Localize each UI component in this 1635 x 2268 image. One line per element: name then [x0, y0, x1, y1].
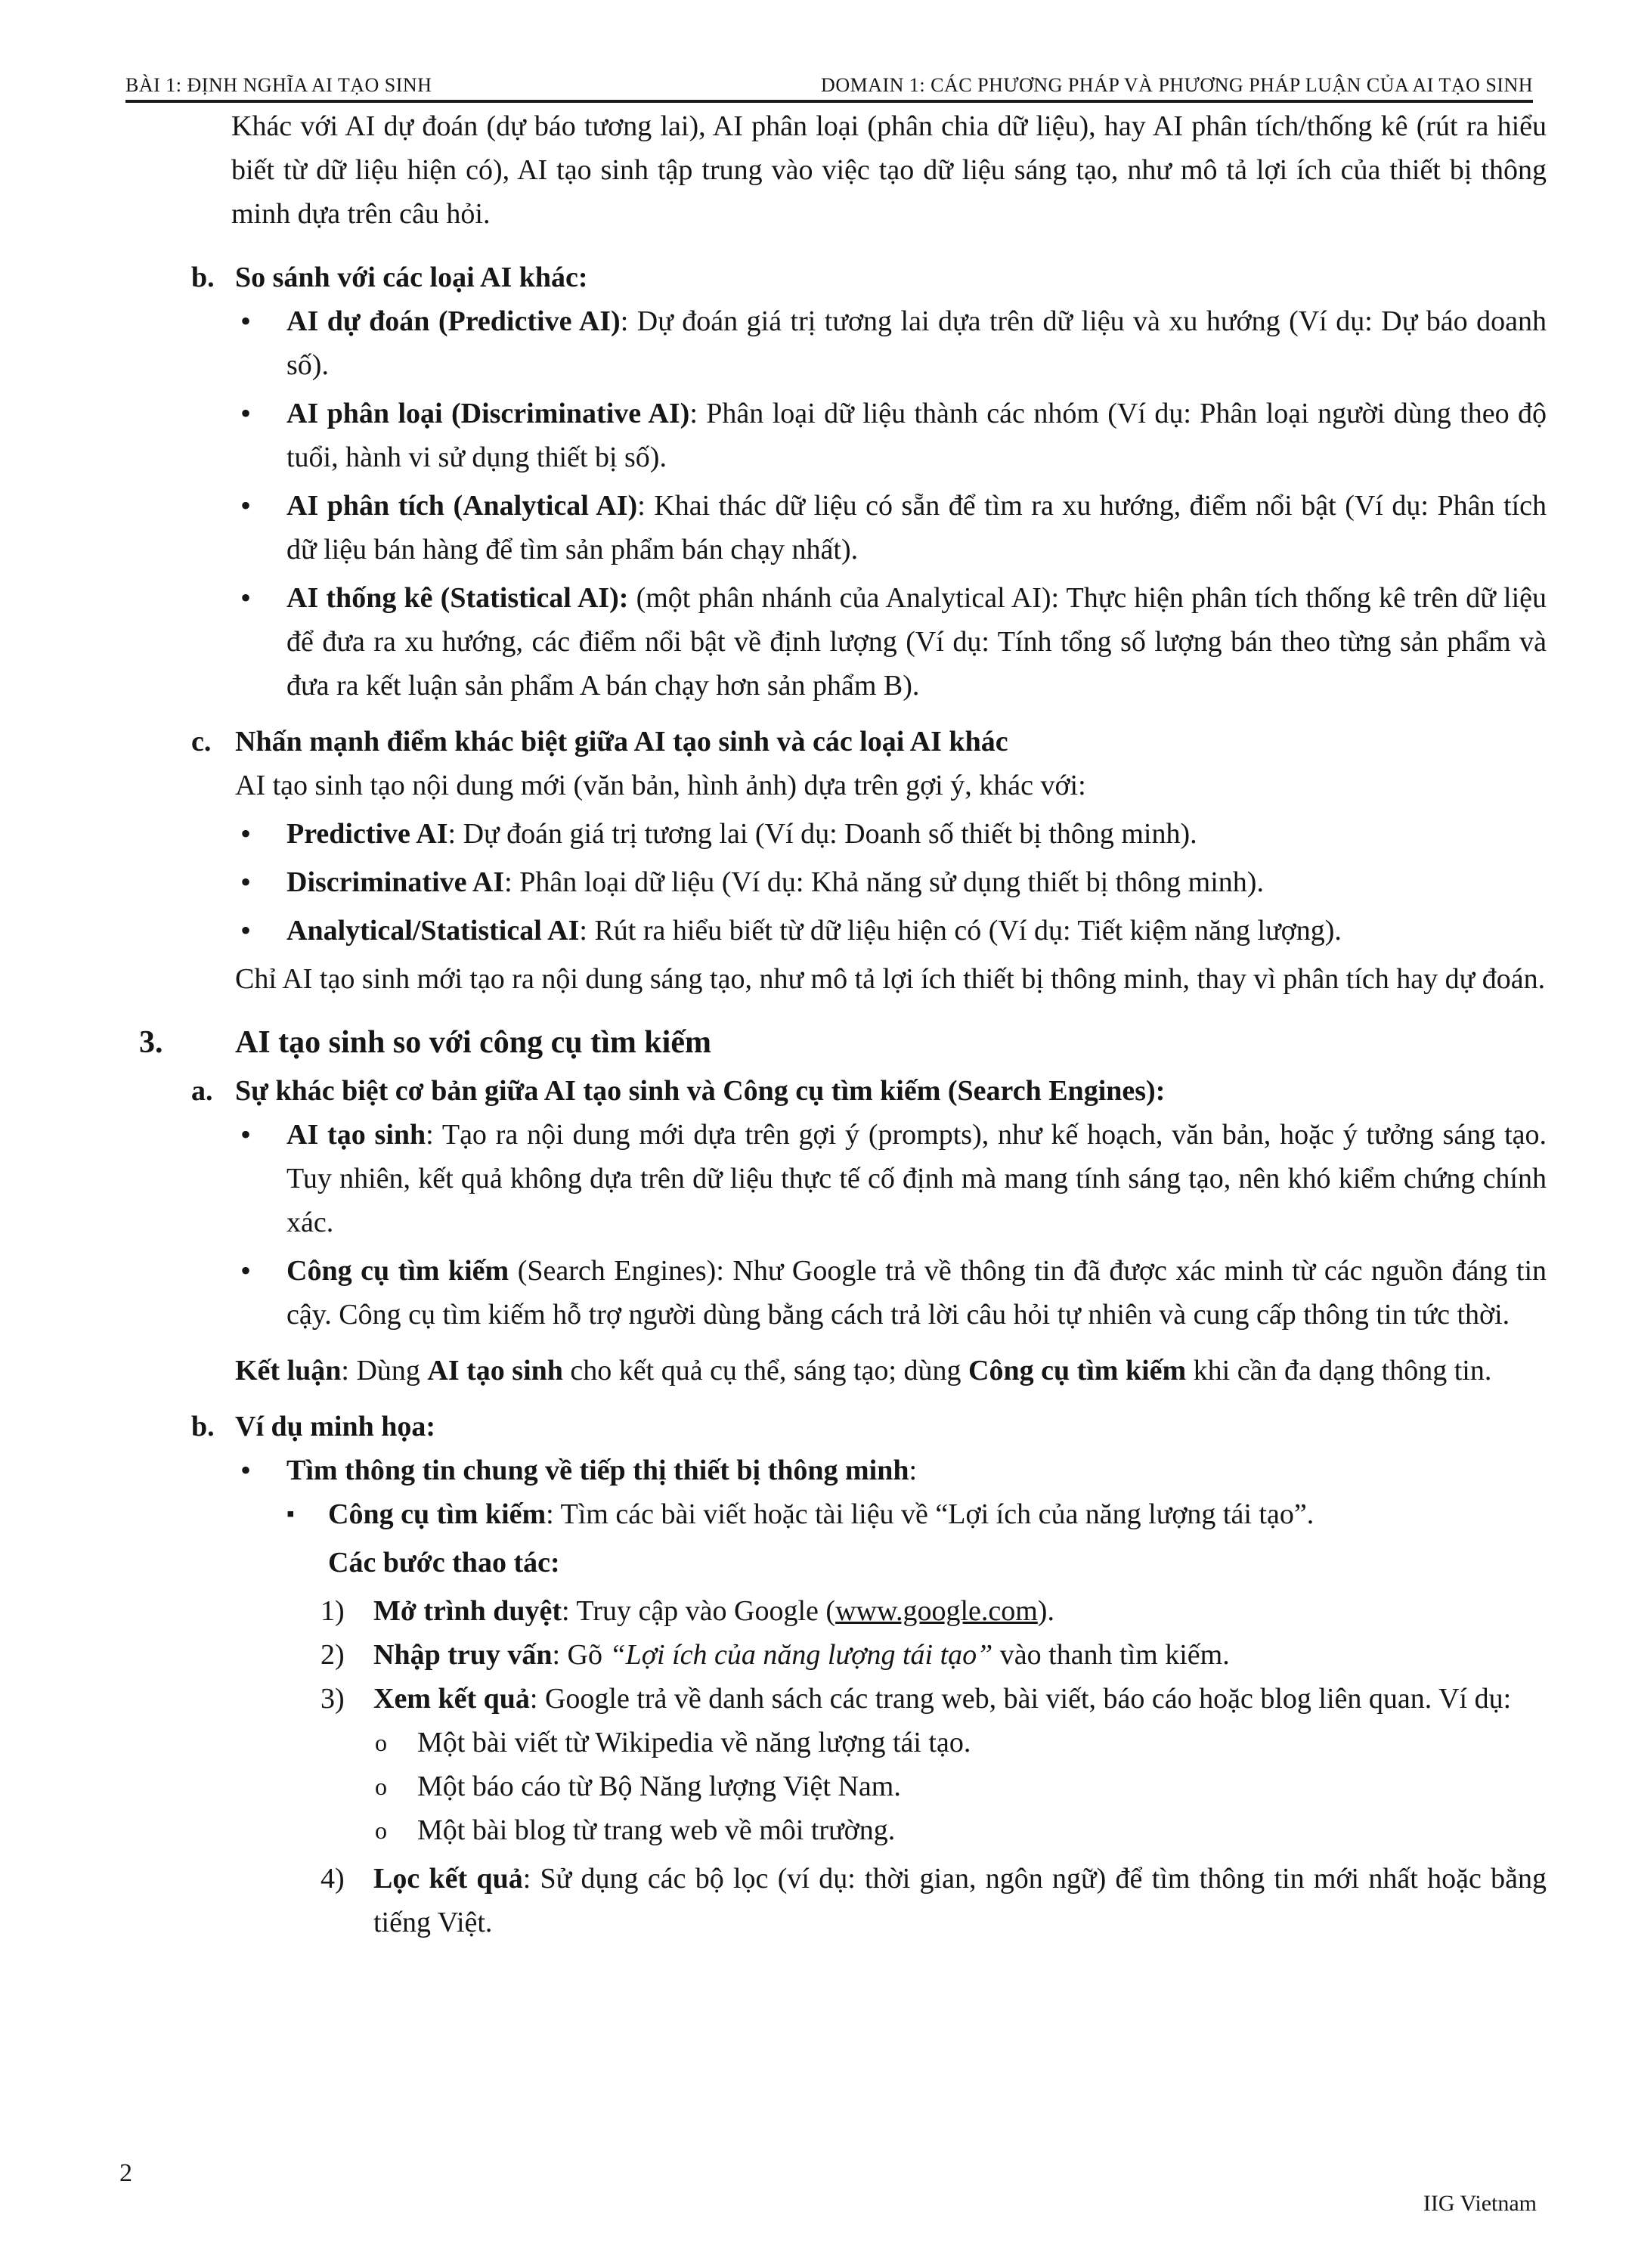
- conclusion-paragraph: [125, 1349, 1547, 1393]
- list-item: [125, 1448, 1547, 1492]
- step-text: : Google trả về danh sách các trang web, bài viết, báo cáo hoặc blog liên quan. Ví dụ:: [529, 1683, 1512, 1715]
- item-text: : Tạo ra nội dung mới dựa trên gợi ý (prompts), như kế hoạch, văn bản, hoặc ý tưởng sáng tạo. Tuy nhiên, kết quả không dựa trên dữ liệu thực tế cố định mà mang tính sáng tạo, nên khó kiểm chứng chính xác.: [286, 1119, 1547, 1238]
- section-b-marker: b.: [191, 262, 215, 293]
- step-text-end: vào thanh tìm kiếm.: [992, 1639, 1230, 1671]
- section-c-lead: AI tạo sinh tạo nội dung mới (văn bản, hình ảnh) dựa trên gợi ý, khác với:: [235, 770, 1086, 801]
- item-term: AI phân loại (Discriminative AI): [286, 398, 690, 429]
- list-item: [125, 1765, 1547, 1808]
- item-term: Công cụ tìm kiếm: [286, 1255, 509, 1287]
- section-3-title: AI tạo sinh so với công cụ tìm kiếm: [235, 1025, 711, 1060]
- step-term: Xem kết quả: [373, 1683, 530, 1715]
- search-query: “Lợi ích của năng lượng tái tạo”: [609, 1639, 993, 1671]
- header-lesson-title: BÀI 1: ĐỊNH NGHĨA AI TẠO SINH: [125, 74, 432, 96]
- item-term: AI phân tích (Analytical AI): [286, 490, 638, 522]
- step-item: [125, 1633, 1547, 1677]
- list-item: [125, 1249, 1547, 1337]
- item-term: Analytical/Statistical AI: [286, 915, 580, 947]
- step-item: [125, 1677, 1547, 1721]
- section-3a-marker: a.: [191, 1075, 213, 1107]
- example-result: Một bài blog từ trang web về môi trường.: [417, 1814, 896, 1846]
- item-text: : Phân loại dữ liệu thành các nhóm (Ví dụ: Phân loại người dùng theo độ tuổi, hành vi sử dụng thiết bị số).: [286, 398, 1547, 473]
- list-item: [125, 1721, 1547, 1765]
- item-term: AI dự đoán (Predictive AI): [286, 305, 621, 337]
- step-item: [125, 1857, 1547, 1944]
- item-term: Predictive AI: [286, 818, 448, 850]
- section-c-marker: c.: [191, 726, 212, 758]
- conclusion-text: khi cần đa dạng thông tin.: [1186, 1355, 1492, 1387]
- list-item: [125, 1808, 1547, 1852]
- bullet-icon: •: [240, 581, 252, 615]
- list-item: [125, 1492, 1547, 1536]
- step-number: 4): [320, 1863, 345, 1895]
- step-term: Lọc kết quả: [373, 1863, 523, 1895]
- step-number: 2): [320, 1639, 345, 1671]
- step-term: Mở trình duyệt: [373, 1595, 562, 1627]
- item-term: Discriminative AI: [286, 866, 505, 898]
- list-item: [125, 392, 1547, 479]
- section-c-heading: [125, 720, 1547, 764]
- bullet-icon: •: [240, 304, 252, 338]
- section-c-title: Nhấn mạnh điểm khác biệt giữa AI tạo sinh và các loại AI khác: [235, 726, 1008, 758]
- example-result: Một báo cáo từ Bộ Năng lượng Việt Nam.: [417, 1771, 901, 1802]
- conclusion-term-search: Công cụ tìm kiếm: [968, 1355, 1187, 1387]
- item-text: (Search Engines): Như Google trả về thông tin đã được xác minh từ các nguồn đáng tin cậy. Công cụ tìm kiếm hỗ trợ người dùng bằng cách trả lời câu hỏi tự nhiên và cung cấp thông tin tức thời.: [286, 1255, 1547, 1331]
- section-3-marker: 3.: [139, 1025, 163, 1060]
- conclusion-term-genai: AI tạo sinh: [427, 1355, 563, 1387]
- square-bullet-icon: ▪: [286, 1501, 295, 1526]
- circle-bullet-icon: o: [375, 1729, 387, 1756]
- running-header: [125, 68, 1533, 103]
- list-item: [125, 299, 1547, 387]
- item-text: : Rút ra hiểu biết từ dữ liệu hiện có (Ví dụ: Tiết kiệm năng lượng).: [579, 915, 1342, 947]
- list-item: [125, 812, 1547, 856]
- step-term: Nhập truy vấn: [373, 1639, 553, 1671]
- section-3b-heading: [125, 1405, 1547, 1448]
- example-result: Một bài viết từ Wikipedia về năng lượng tái tạo.: [417, 1727, 971, 1758]
- section-3-heading: [125, 1021, 1547, 1064]
- bullet-icon: •: [240, 1453, 252, 1487]
- item-text: (một phân nhánh của Analytical AI): Thực hiện phân tích thống kê trên dữ liệu để đưa ra xu hướng, các điểm nổi bật về định lượng (Ví dụ: Tính tổng số lượng bán theo từng sản phẩm và đưa ra kết luận sản phẩm A bán chạy hơn sản phẩm B).: [286, 582, 1547, 702]
- example-topic-colon: :: [909, 1455, 918, 1486]
- publisher-name: IIG Vietnam: [1423, 2191, 1537, 2216]
- main-content: [125, 104, 1547, 1944]
- conclusion-text: : Dùng: [341, 1355, 428, 1387]
- section-3a-title: Sự khác biệt cơ bản giữa AI tạo sinh và Công cụ tìm kiếm (Search Engines):: [235, 1075, 1166, 1107]
- bullet-icon: •: [240, 396, 252, 430]
- circle-bullet-icon: o: [375, 1817, 387, 1844]
- item-text: : Khai thác dữ liệu có sẵn để tìm ra xu hướng, điểm nổi bật (Ví dụ: Phân tích dữ liệu bán hàng để tìm sản phẩm bán chạy nhất).: [286, 490, 1547, 565]
- list-item: [125, 860, 1547, 904]
- header-domain-title: DOMAIN 1: CÁC PHƯƠNG PHÁP VÀ PHƯƠNG PHÁP LUẬN CỦA AI TẠO SINH: [821, 74, 1533, 96]
- item-term: AI tạo sinh: [286, 1119, 426, 1151]
- bullet-icon: •: [240, 865, 252, 899]
- list-item: [125, 484, 1547, 572]
- conclusion-label: Kết luận: [235, 1355, 342, 1387]
- google-link[interactable]: www.google.com: [835, 1595, 1038, 1627]
- item-text: : Tìm các bài viết hoặc tài liệu về “Lợi ích của năng lượng tái tạo”.: [546, 1498, 1315, 1530]
- bullet-icon: •: [240, 1253, 252, 1287]
- circle-bullet-icon: o: [375, 1773, 387, 1800]
- step-text-end: ).: [1037, 1595, 1054, 1627]
- step-text: : Gõ: [552, 1639, 610, 1671]
- section-3b-title: Ví dụ minh họa:: [235, 1411, 436, 1442]
- step-text: : Truy cập vào Google (: [562, 1595, 836, 1627]
- item-term: AI thống kê (Statistical AI):: [286, 582, 629, 614]
- example-topic: Tìm thông tin chung về tiếp thị thiết bị thông minh: [286, 1455, 909, 1486]
- item-term: Công cụ tìm kiếm: [328, 1498, 547, 1530]
- list-item: [125, 1113, 1547, 1244]
- page-number: 2: [119, 2159, 132, 2187]
- step-text: : Sử dụng các bộ lọc (ví dụ: thời gian, ngôn ngữ) để tìm thông tin mới nhất hoặc bằng tiếng Việt.: [373, 1863, 1547, 1938]
- conclusion-text: cho kết quả cụ thể, sáng tạo; dùng: [562, 1355, 968, 1387]
- section-3a-heading: [125, 1069, 1547, 1113]
- list-item: [125, 909, 1547, 953]
- bullet-icon: •: [240, 913, 252, 947]
- section-b-heading: [125, 256, 1547, 299]
- bullet-icon: •: [240, 1117, 252, 1151]
- section-b-title: So sánh với các loại AI khác:: [235, 262, 588, 293]
- step-item: [125, 1589, 1547, 1633]
- steps-title: Các bước thao tác:: [328, 1547, 560, 1579]
- list-item: [125, 576, 1547, 708]
- bullet-icon: •: [240, 816, 252, 850]
- section-c-tail: Chỉ AI tạo sinh mới tạo ra nội dung sáng tạo, như mô tả lợi ích thiết bị thông minh, thay vì phân tích hay dự đoán.: [235, 963, 1546, 995]
- step-number: 3): [320, 1683, 345, 1715]
- step-number: 1): [320, 1595, 345, 1627]
- section-3b-marker: b.: [191, 1411, 215, 1442]
- item-text: : Dự đoán giá trị tương lai (Ví dụ: Doanh số thiết bị thông minh).: [447, 818, 1197, 850]
- bullet-icon: •: [240, 488, 252, 522]
- item-text: : Dự đoán giá trị tương lai dựa trên dữ liệu và xu hướng (Ví dụ: Dự báo doanh số).: [286, 305, 1547, 381]
- item-text: : Phân loại dữ liệu (Ví dụ: Khả năng sử dụng thiết bị thông minh).: [504, 866, 1264, 898]
- intro-paragraph: Khác với AI dự đoán (dự báo tương lai), AI phân loại (phân chia dữ liệu), hay AI phân tích/thống kê (rút ra hiểu biết từ dữ liệu hiện có), AI tạo sinh tập trung vào việc tạo dữ liệu sáng tạo, như mô tả lợi ích của thiết bị thông minh dựa trên câu hỏi.: [231, 110, 1547, 230]
